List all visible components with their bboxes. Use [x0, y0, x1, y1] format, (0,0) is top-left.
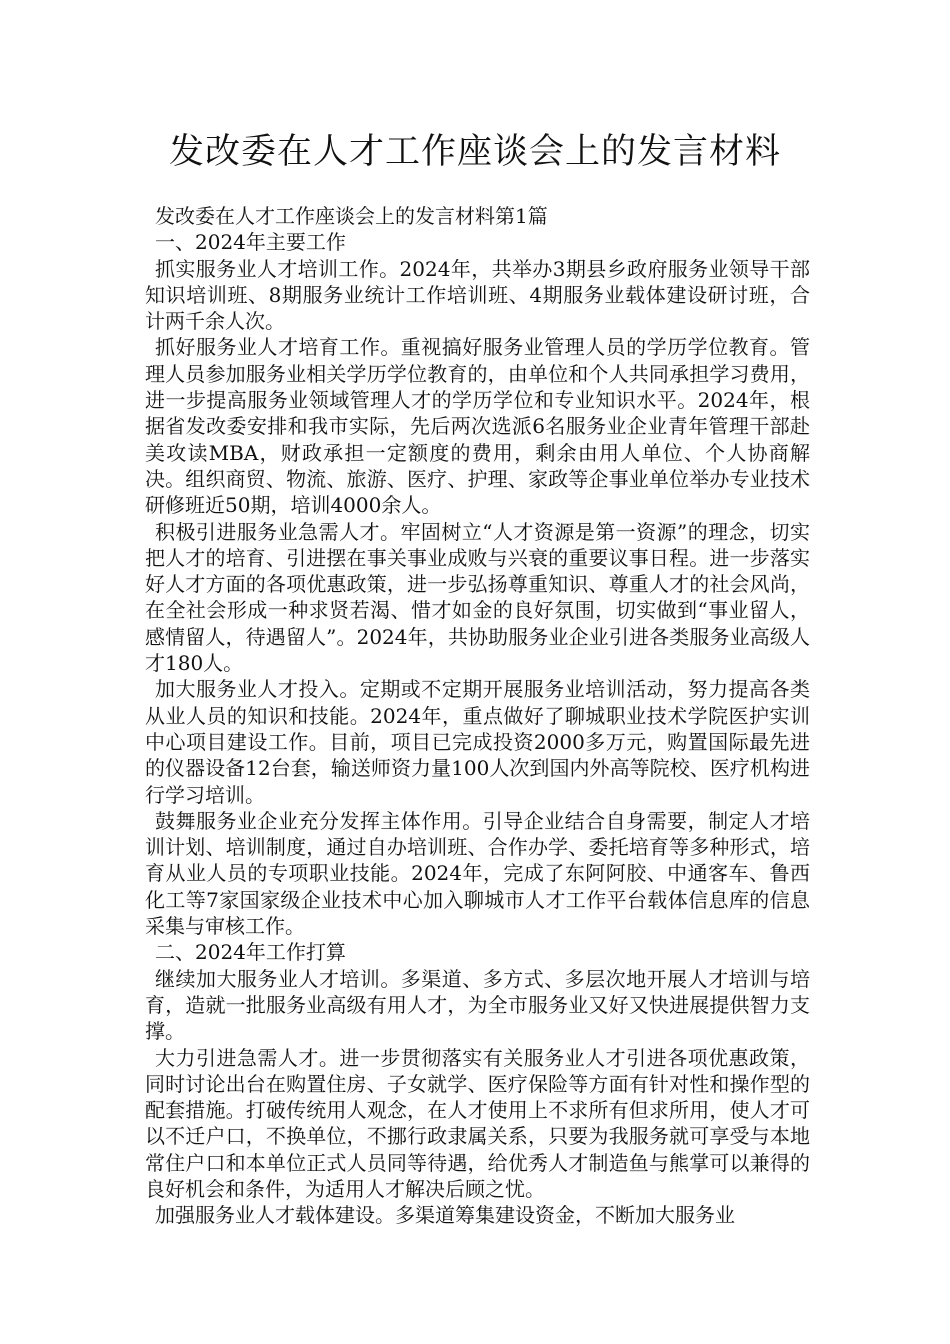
- paragraph-investment: 加大服务业人才投入。定期或不定期开展服务业培训活动，努力提高各类从业人员的知识和技能。2024年，重点做好了聊城职业技术学院医护实训中心项目建设工作。目前，项目已完成投资2000多万元，购置国际最先进的仪器设备12台套，输送师资力量100人次到国内外高等院校、医疗机构进行学习培训。: [145, 677, 810, 807]
- section-heading-2: 二、2024年工作打算: [155, 940, 346, 965]
- section-subtitle: 发改委在人才工作座谈会上的发言材料第1篇: [155, 204, 548, 228]
- paragraph-continue-training: 继续加大服务业人才培训。多渠道、多方式、多层次地开展人才培训与培育，造就一批服务业高级有用人才，为全市服务业又好又快进展提供智力支撑。: [145, 966, 810, 1044]
- paragraph-cultivation: 抓好服务业人才培育工作。重视搞好服务业管理人员的学历学位教育。管理人员参加服务业相关学历学位教育的，由单位和个人共同承担学习费用，进一步提高服务业领域管理人才的学历学位和专业知识水平。2024年，根据省发改委安排和我市实际，先后两次选派6名服务业企业青年管理干部赴美攻读MBA，财政承担一定额度的费用，剩余由用人单位、个人协商解决。组织商贸、物流、旅游、医疗、护理、家政等企事业单位举办专业技术研修班近50期，培训4000余人。: [145, 335, 810, 518]
- paragraph-enterprise-role: 鼓舞服务业企业充分发挥主体作用。引导企业结合自身需要，制定人才培训计划、培训制度，通过自办培训班、合作办学、委托培育等多种形式，培育从业人员的专项职业技能。2024年，完成了东阿阿胶、中通客车、鲁西化工等7家国家级企业技术中心加入聊城市人才工作平台载体信息库的信息采集与审核工作。: [145, 808, 810, 939]
- paragraph-training: 抓实服务业人才培训工作。2024年，共举办3期县乡政府服务业领导干部知识培训班、8期服务业统计工作培训班、4期服务业载体建设研讨班，合计两千余人次。: [145, 256, 810, 334]
- paragraph-recruitment: 积极引进服务业急需人才。牢固树立“人才资源是第一资源”的理念，切实把人才的培育、引进摆在事关事业成败与兴衰的重要议事日程。进一步落实好人才方面的各项优惠政策，进一步弘扬尊重知识、尊重人才的社会风尚，在全社会形成一种求贤若渴、惜才如金的良好氛围，切实做到“事业留人，感情留人，待遇留人”。2024年，共协助服务业企业引进各类服务业高级人才180人。: [145, 519, 810, 676]
- document-title: 发改委在人才工作座谈会上的发言材料: [168, 132, 781, 172]
- paragraph-introduce-talent: 大力引进急需人才。进一步贯彻落实有关服务业人才引进各项优惠政策，同时讨论出台在购置住房、子女就学、医疗保险等方面有针对性和操作型的配套措施。打破传统用人观念，在人才使用上不求所有但求所用，使人才可以不迁户口，不换单位，不挪行政隶属关系，只要为我服务就可享受与本地常住户口和本单位正式人员同等待遇，给优秀人才制造鱼与熊掌可以兼得的良好机会和条件，为适用人才解决后顾之忧。: [145, 1045, 810, 1201]
- paragraph-carrier-construction: 加强服务业人才载体建设。多渠道筹集建设资金，不断加大服务业: [155, 1203, 735, 1228]
- section-heading-1: 一、2024年主要工作: [155, 230, 346, 255]
- document-body: [145, 203, 810, 1229]
